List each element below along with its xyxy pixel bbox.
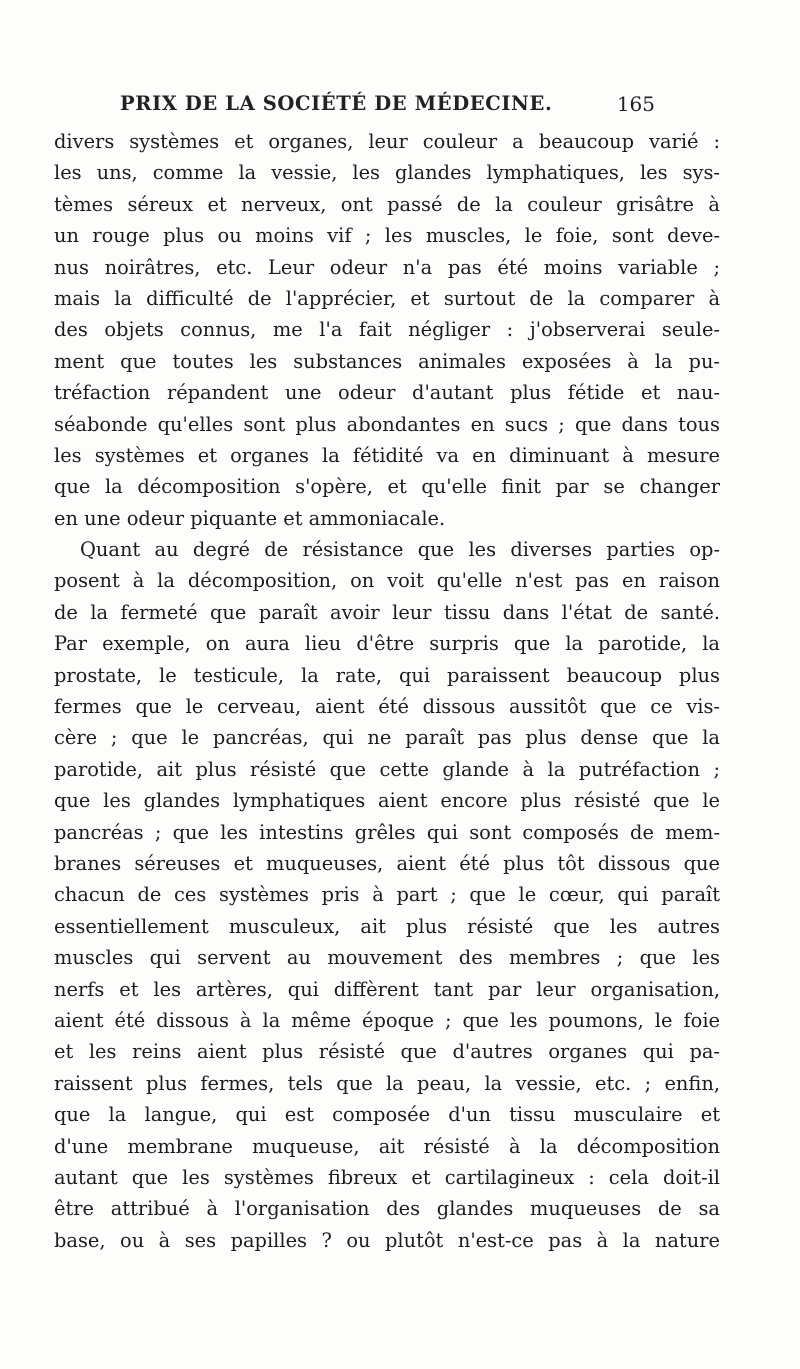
text-line: mais la difficulté de l'apprécier, et surtout de la comparer à (54, 286, 720, 310)
text-line: d'une membrane muqueuse, ait résisté à la décomposition (54, 1134, 720, 1158)
text-line: prostate, le testicule, la rate, qui paraissent beaucoup plus (54, 663, 720, 687)
text-line: tèmes séreux et nerveux, ont passé de la couleur grisâtre à (54, 192, 720, 216)
text-line: pancréas ; que les intestins grêles qui sont composés de mem- (54, 820, 720, 844)
text-line: muscles qui servent au mouvement des membres ; que les (54, 946, 720, 970)
text-line: tréfaction répandent une odeur d'autant plus fétide et nau- (54, 381, 720, 405)
text-line: un rouge plus ou moins vif ; les muscles, le foie, sont deve- (54, 224, 720, 248)
text-line: les systèmes et organes la fétidité va en diminuant à mesure (54, 443, 720, 467)
page-number: 165 (616, 92, 655, 116)
text-line: cère ; que le pancréas, qui ne paraît pas plus dense que la (54, 726, 720, 750)
text-line: nus noirâtres, etc. Leur odeur n'a pas été moins variable ; (54, 255, 720, 279)
text-line: que la décomposition s'opère, et qu'elle finit par se changer (54, 475, 720, 499)
text-line: essentiellement musculeux, ait plus résisté que les autres (54, 914, 720, 938)
text-line: nerfs et les artères, qui diffèrent tant par leur organisation, (54, 977, 720, 1001)
text-line: que la langue, qui est composée d'un tissu musculaire et (54, 1103, 720, 1127)
text-line: et les reins aient plus résisté que d'autres organes qui pa- (54, 1040, 720, 1064)
paragraph-last-line: en une odeur piquante et ammoniacale. (54, 506, 446, 530)
text-line: autant que les systèmes fibreux et cartilagineux : cela doit-il (54, 1165, 720, 1189)
text-line: aient été dissous à la même époque ; que les poumons, le foie (54, 1008, 720, 1032)
text-line: les uns, comme la vessie, les glandes lymphatiques, les sys- (54, 161, 720, 185)
text-line: des objets connus, me l'a fait négliger : j'observerai seule- (54, 318, 720, 342)
running-head (120, 92, 655, 122)
text-line: base, ou à ses papilles ? ou plutôt n'est-ce pas à la nature (54, 1228, 720, 1252)
text-line: de la fermeté que paraît avoir leur tissu dans l'état de santé. (54, 600, 720, 624)
text-line: divers systèmes et organes, leur couleur a beaucoup varié : (54, 130, 720, 153)
text-line: Par exemple, on aura lieu d'être surpris que la parotide, la (54, 632, 720, 656)
text-line: chacun de ces systèmes pris à part ; que le cœur, qui paraît (54, 883, 720, 907)
text-line: fermes que le cerveau, aient été dissous aussitôt que ce vis- (54, 695, 720, 719)
text-line: parotide, ait plus résisté que cette glande à la putréfaction ; (54, 757, 720, 781)
text-line: posent à la décomposition, on voit qu'elle n'est pas en raison (54, 569, 720, 593)
running-title: PRIX DE LA SOCIÉTÉ DE MÉDECINE. (120, 92, 553, 115)
text-line: être attribué à l'organisation des glandes muqueuses de sa (54, 1197, 720, 1221)
text-line: que les glandes lymphatiques aient encore plus résisté que le (54, 789, 720, 813)
text-line: branes séreuses et muqueuses, aient été plus tôt dissous que (54, 851, 720, 875)
body-text (54, 126, 720, 1256)
paragraph-first-line: Quant au degré de résistance que les diverses parties op- (80, 538, 720, 562)
text-line: séabonde qu'elles sont plus abondantes en sucs ; que dans tous (54, 412, 720, 436)
text-line: raissent plus fermes, tels que la peau, la vessie, etc. ; enfin, (54, 1071, 720, 1095)
text-line: ment que toutes les substances animales exposées à la pu- (54, 349, 720, 373)
